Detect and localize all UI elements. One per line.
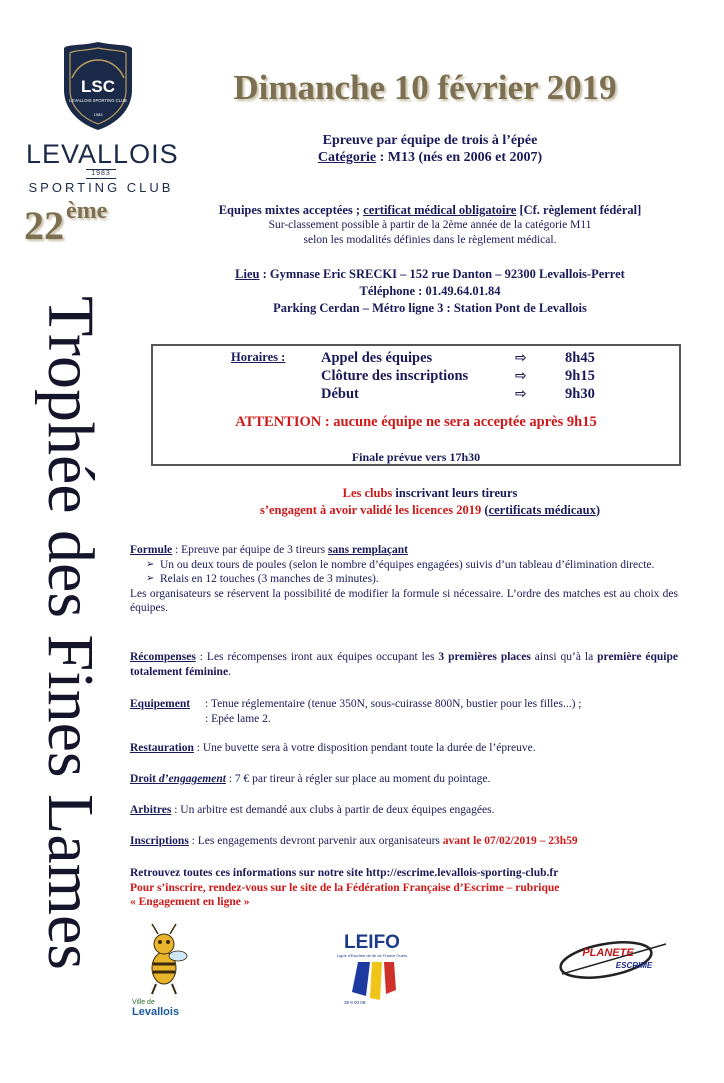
ville-levallois-logo: [120, 918, 220, 1018]
droit-section: [130, 772, 678, 787]
droit-label-italic: d’engagement: [158, 773, 226, 785]
lsc-shield-logo: [60, 40, 136, 132]
equipement-section: [130, 697, 678, 726]
teams-ref: [Cf. règlement fédéral]: [516, 203, 642, 217]
recompenses-top3: 3 premières places: [438, 651, 531, 663]
planete-b: ESCRIME: [615, 961, 653, 970]
equipement-label: Equipement: [130, 698, 191, 710]
schedule-row: [153, 350, 679, 368]
schedule-label: Horaires :: [231, 350, 286, 364]
location-parking: Parking Cerdan – Métro ligne 3 : Station Pont de Levallois: [273, 301, 587, 315]
category-value: : M13 (nés en 2006 et 2007): [376, 150, 543, 165]
formule-label: Formule: [130, 544, 173, 556]
droit-text: : 7 € par tireur à régler sur place au moment du pointage.: [225, 773, 491, 785]
recompenses-section: [130, 650, 678, 679]
schedule-time: 9h15: [565, 368, 595, 384]
schedule-event: Début: [321, 386, 359, 402]
inscriptions-text: : Les engagements devront parvenir aux organisateurs: [188, 835, 443, 847]
footer-info: [130, 866, 678, 910]
licences-medical: certificats médicaux: [488, 503, 596, 517]
restauration-text: : Une buvette sera à votre disposition pendant toute la durée de l’épreuve.: [193, 742, 536, 754]
arrow-icon: ⇨: [515, 350, 527, 366]
teams-line-a: [150, 203, 710, 218]
arrow-icon: ⇨: [515, 386, 527, 402]
schedule-row: [153, 368, 679, 386]
medical-cert-required: certificat médical obligatoire: [363, 203, 517, 217]
formule-note: Les organisateurs se réservent la possibilité de modifier la formule si nécessaire. L’ordre des matches est au choix des équipes.: [130, 587, 678, 614]
formule-intro: [130, 543, 678, 558]
planete-escrime-logo: [556, 934, 676, 982]
ville-small: Ville de: [132, 999, 155, 1006]
leifo-num: 38 9 00 09: [344, 1000, 366, 1005]
edition-num: 22: [24, 203, 64, 248]
licences-commit: s’engagent à avoir validé les licences 2019: [259, 503, 482, 517]
leifo-sub: Ligue d'Escrime de Ile de France Ouest: [336, 953, 408, 958]
logo-subtext: LEVALLOIS SPORTING CLUB: [69, 98, 127, 103]
schedule-row: [153, 386, 679, 404]
licences-block: [150, 485, 710, 519]
equipement-line2: [130, 712, 678, 727]
schedule-event: Appel des équipes: [321, 350, 433, 366]
vertical-trophy-title: Trophée des Fines Lames: [34, 296, 107, 970]
restauration-label: Restauration: [130, 742, 194, 754]
club-name-line2: SPORTING CLUB: [28, 180, 174, 195]
teams-block: [150, 203, 710, 248]
recompenses-text1: : Les récompenses iront aux équipes occupant les: [195, 651, 439, 663]
club-year: 1983: [86, 169, 116, 179]
licences-clubs: Les clubs: [342, 486, 393, 500]
recompenses-text2: ainsi qu’à la: [530, 651, 598, 663]
location-text: : Gymnase Eric SRECKI – 152 rue Danton – 92300 Levallois-Perret: [259, 267, 625, 281]
paren-open: (: [481, 503, 489, 517]
inscriptions-label: Inscriptions: [130, 835, 189, 847]
equipement-text1: : Tenue réglementaire (tenue 350N, sous-cuirasse 800N, bustier pour les filles...) ;: [205, 698, 582, 710]
location-block: [150, 266, 710, 317]
location-phone: Téléphone : 01.49.64.01.84: [359, 284, 501, 298]
location-address: [150, 266, 710, 283]
bullet-text: Relais en 12 touches (3 manches de 3 minutes).: [160, 573, 379, 585]
droit-label: Droit: [130, 773, 159, 785]
formule-text: : Epreuve par équipe de 3 tireurs: [172, 544, 328, 556]
club-name-line1: LEVALLOIS: [26, 139, 179, 169]
teams-line-c: selon les modalités définies dans le règlement médical.: [303, 234, 557, 246]
arbitres-section: [130, 803, 678, 818]
restauration-section: [130, 741, 678, 756]
recompenses-female: première équipe totalement féminine: [130, 651, 678, 678]
category-label: Catégorie: [317, 150, 377, 165]
website-line: Retrouvez toutes ces informations sur notre site http://escrime.levallois-sporting-club.fr: [130, 867, 559, 879]
ville-name: Levallois: [132, 1006, 180, 1018]
licences-text1: inscrivant leurs tireurs: [392, 486, 518, 500]
signup-line: Pour s’inscrire, rendez-vous sur le site de la Fédération Française d’Escrime – rubrique: [130, 881, 560, 894]
schedule-time: 8h45: [565, 350, 595, 366]
equipement-line1: [130, 697, 678, 712]
formule-section: [130, 543, 678, 616]
formule-no-sub: sans remplaçant: [328, 544, 408, 556]
inscriptions-section: [130, 834, 678, 849]
event-block: [150, 132, 710, 166]
schedule-event: Clôture des inscriptions: [321, 368, 469, 384]
planete-a: PLANETE: [582, 947, 634, 959]
event-date-title: Dimanche 10 février 2019: [233, 68, 617, 107]
leifo-name: LEIFO: [344, 932, 400, 953]
paren-close: ): [595, 503, 600, 517]
event-format: Epreuve par équipe de trois à l’épée: [322, 133, 538, 148]
arrow-bullet-icon: ➢: [146, 558, 155, 570]
recompenses-end: .: [228, 665, 231, 678]
bullet-text: Un ou deux tours de poules (selon le nombre d’équipes engagées) suivis d’un tableau d’élimination directe.: [160, 558, 655, 571]
signup-line-2: « Engagement en ligne »: [130, 896, 250, 908]
arbitres-text: : Un arbitre est demandé aux clubs à partir de deux équipes engagées.: [171, 804, 495, 816]
schedule-warning: ATTENTION : aucune équipe ne sera acceptée après 9h15: [235, 414, 597, 430]
arbitres-label: Arbitres: [130, 804, 172, 816]
licences-line2: [150, 502, 710, 519]
teams-text: Equipes mixtes acceptées ;: [218, 203, 364, 217]
formule-bullet-1: [130, 558, 678, 573]
logo-text: LSC: [81, 77, 115, 96]
formule-bullet-2: [130, 572, 678, 587]
logo-year: 1983: [93, 112, 103, 117]
final-time: Finale prévue vers 17h30: [351, 450, 481, 464]
equipement-text2: : Epée lame 2.: [205, 712, 271, 725]
edition-suffix: ème: [66, 198, 108, 224]
arrow-bullet-icon: ➢: [146, 573, 155, 584]
teams-line-b: Sur-classement possible à partir de la 2ème année de la catégorie M11: [268, 219, 592, 231]
licences-line1: [150, 485, 710, 502]
bee-icon: [152, 924, 187, 994]
recompenses-label: Récompenses: [130, 651, 196, 663]
inscriptions-deadline: avant le 07/02/2019 – 23h59: [442, 835, 578, 847]
leifo-logo: [322, 930, 422, 1010]
location-label: Lieu: [235, 267, 260, 281]
arrow-icon: ⇨: [515, 368, 527, 384]
schedule-box: [151, 344, 681, 466]
event-category: [150, 149, 710, 166]
schedule-time: 9h30: [565, 386, 595, 402]
